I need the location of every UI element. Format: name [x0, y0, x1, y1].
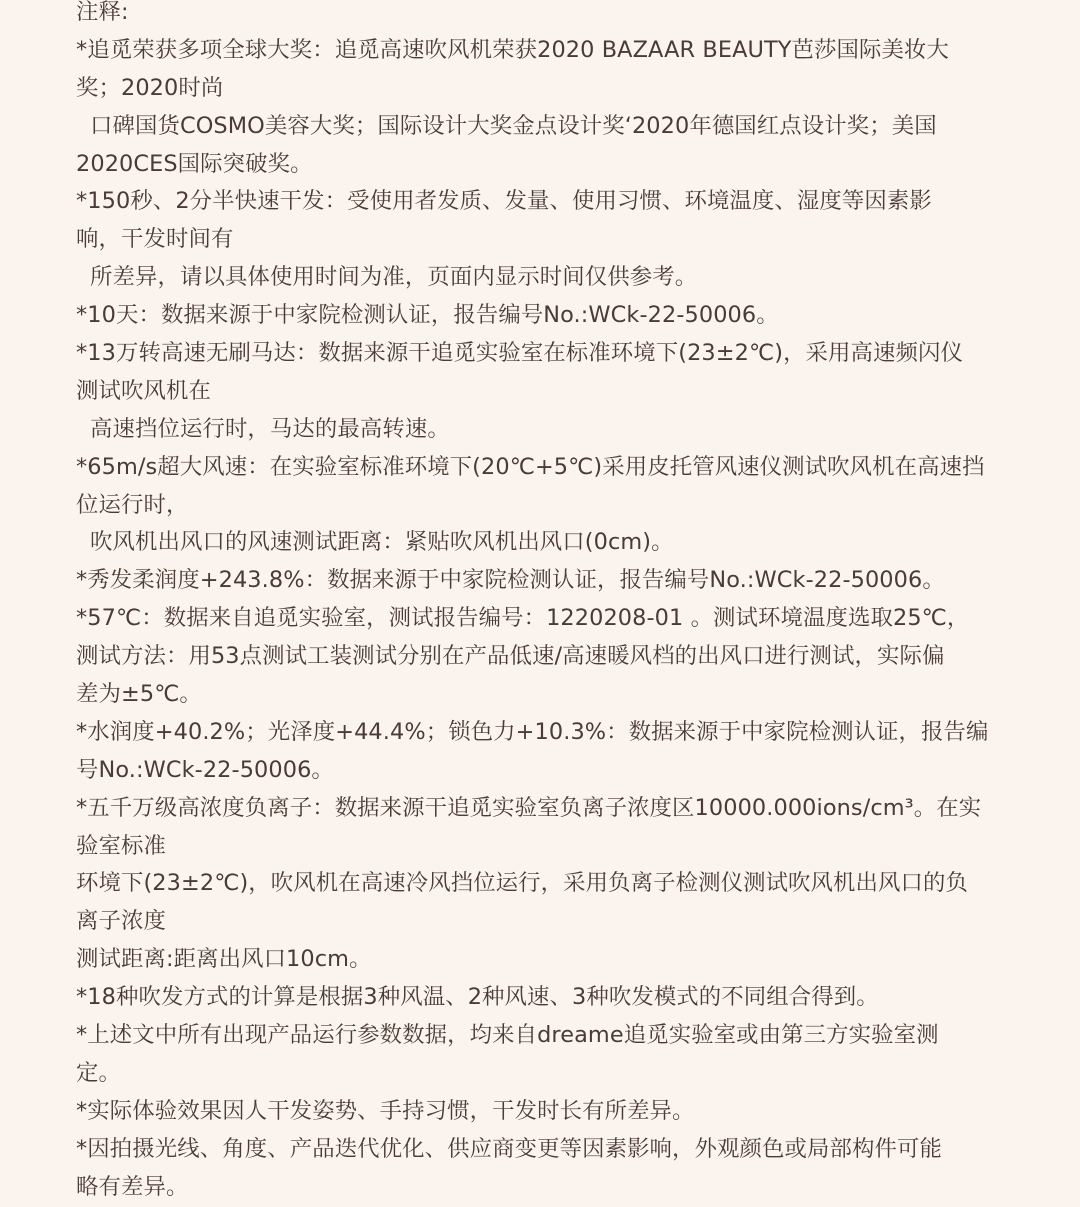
notes-heading: 注释: [76, 0, 129, 25]
note-line: 测试距离:距离出风口10cm。 [76, 946, 372, 973]
note-line: 测试方法：用53点测试工装测试分别在产品低速/高速暖风档的出风口进行测试，实际偏 [76, 643, 945, 670]
note-line: 位运行时， [76, 491, 189, 518]
note-line: *实际体验效果因人干发姿势、手持习惯，干发时长有所差异。 [76, 1097, 695, 1124]
note-line: *10天：数据来源于中家院检测认证，报告编号No.:WCk-22-50006。 [76, 302, 779, 329]
note-line: *13万转高速无刷马达：数据来源干追觅实验室在标准环境下(23±2℃)，采用高速频闪仪 [76, 340, 963, 367]
note-line: *追觅荣获多项全球大奖：追觅高速吹风机荣获2020 BAZAAR BEAUTY芭莎国际美妆大 [76, 36, 949, 63]
note-line: *水润度+40.2%；光泽度+44.4%；锁色力+10.3%：数据来源于中家院检测认证，报告编 [76, 718, 989, 745]
note-line: *五千万级高浓度负离子：数据来源干追觅实验室负离子浓度区10000.000ions/cm³。在实 [76, 794, 982, 821]
note-line: *秀发柔润度+243.8%：数据来源于中家院检测认证，报告编号No.:WCk-22-50006。 [76, 567, 945, 594]
note-line: 响，干发时间有 [76, 226, 234, 253]
note-line: 奖；2020时尚 [76, 74, 224, 101]
note-line: *18种吹发方式的计算是根据3种风温、2种风速、3种吹发模式的不同组合得到。 [76, 984, 879, 1011]
note-line: 差为±5℃。 [76, 681, 202, 708]
note-line: 测试吹风机在 [76, 377, 211, 404]
note-line: 离子浓度 [76, 908, 166, 935]
note-line: *150秒、2分半快速干发：受使用者发质、发量、使用习惯、环境温度、湿度等因素影 [76, 188, 932, 215]
note-line: 环境下(23±2℃)，吹风机在高速冷风挡位运行，采用负离子检测仪测试吹风机出风口的负 [76, 870, 968, 897]
note-line: 所差异，请以具体使用时间为准，页面内显示时间仅供参考。 [90, 264, 698, 291]
note-line: 高速挡位运行时，马达的最高转速。 [90, 415, 450, 442]
note-line: 吹风机出风口的风速测试距离：紧贴吹风机出风口(0cm)。 [90, 529, 674, 556]
footnotes [76, 0, 1016, 1207]
note-line: 验室标准 [76, 832, 166, 859]
note-line: *上述文中所有出现产品运行参数数据，均来自dreame追觅实验室或由第三方实验室测 [76, 1022, 939, 1049]
note-line: *65m/s超大风速：在实验室标准环境下(20℃+5℃)采用皮托管风速仪测试吹风机在高速挡 [76, 453, 985, 480]
note-line: 2020CES国际突破奖。 [76, 150, 313, 177]
note-line: 略有差异。 [76, 1173, 189, 1200]
note-line: *57℃：数据来自追觅实验室，测试报告编号：1220208-01 。测试环境温度选取25℃， [76, 605, 970, 632]
note-line: 定。 [76, 1059, 121, 1086]
note-line: 号No.:WCk-22-50006。 [76, 756, 334, 783]
note-line: 口碑国货COSMO美容大奖；国际设计大奖金点设计奖‘2020年德国红点设计奖；美国 [90, 112, 937, 139]
note-line: *因拍摄光线、角度、产品迭代优化、供应商变更等因素影响，外观颜色或局部构件可能 [76, 1135, 942, 1162]
